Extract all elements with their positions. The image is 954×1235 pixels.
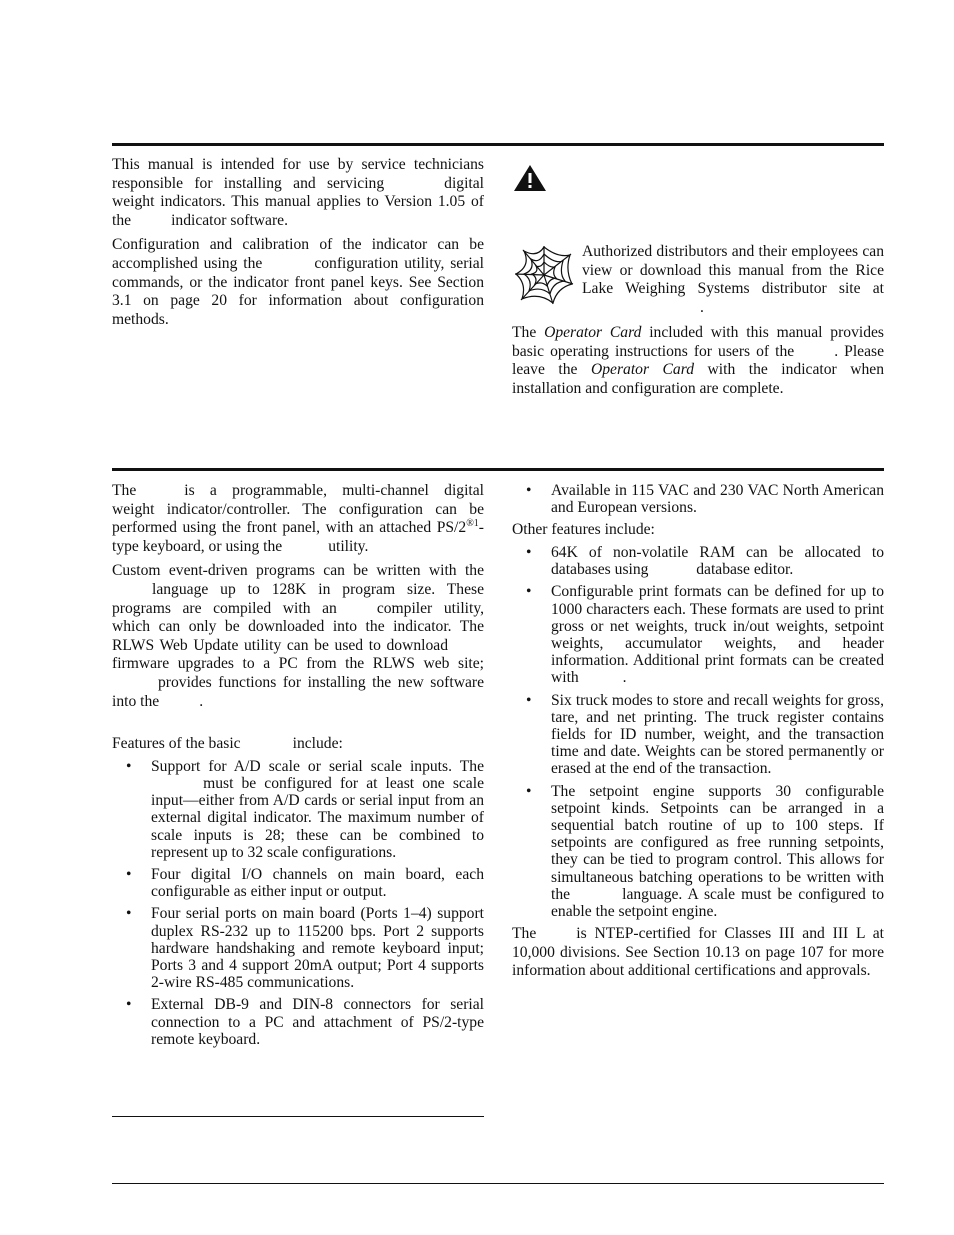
intro-paragraph-1: This manual is intended for use by service technicians responsible for installing and servicing digital weight indicators. This manual applies to Version 1.05 of the indicator software. [112,156,484,229]
distributor-site-note: Authorized distributors and their employees can view or download this manual from the Rice Lake Weighing Systems distributor site at. [582,243,884,316]
warning-icon [513,164,547,192]
list-item: • Four digital I/O channels on main board, each configurable as either input or output. [112,866,484,900]
right-top-list [512,482,884,516]
ntep-paragraph: The is NTEP-certified for Classes III and III L at 10,000 divisions. See Section 10.13 on page 107 for more information about additional certifications and approvals. [512,925,884,980]
intro-left-column [112,156,484,329]
features-lead: Features of the basic include: [112,735,343,753]
overview-left-column [112,482,484,1053]
footer-rule [112,1183,884,1184]
list-item: • External DB-9 and DIN-8 connectors for serial connection to a PC and attachment of PS/2-type remote keyboard. [112,996,484,1048]
overview-paragraph-1: The is a programmable, multi-channel digital weight indicator/controller. The configuration can be performed using the front panel, with an attached $PS/2^{®1}$-type keyboard, or using the utility. [112,482,484,555]
web-icon [513,244,575,306]
list-item: • Available in 115 VAC and 230 VAC North American and European versions. [512,482,884,516]
top-rule-overview [112,468,884,471]
left-feature-list [112,758,484,1048]
list-item: • Six truck modes to store and recall weights for gross, tare, and net printing. The truck register contains fields for ID number, weight, and the transaction time and date. Weights can be stored permanently or erased at the end of the transaction. [512,692,884,778]
right-feature-list [512,544,884,920]
list-item: • Configurable print formats can be defined for up to 1000 characters each. These formats are used to print gross or net weights, truck in/out weights, setpoint weights, accumulator weights, and header information. Additional print formats can be created with . [512,583,884,686]
other-features-lead: Other features include: [512,521,655,539]
list-item: • Four serial ports on main board (Ports 1–4) support duplex RS-232 up to 115200 bps. Port 2 supports hardware handshaking and remote keyboard input; Ports 3 and 4 support 20mA output; Port 4 supports 2-wire RS-485 communications. [112,905,484,991]
list-item: • 64K of non-volatile RAM can be allocated to databases using database editor. [512,544,884,578]
top-rule-intro [112,143,884,146]
overview-paragraph-2: Custom event-driven programs can be written with thelanguage up to 128K in program size. These programs are compiled with an compiler utility, which can only be downloaded into the indicator. The RLWS Web Update utility can be used to downloadfirmware upgrades to a PC from the RLWS web site;provides functions for installing the new software into the . [112,562,484,710]
intro-paragraph-2: Configuration and calibration of the indicator can be accomplished using the configuration utility, serial commands, or the indicator front panel keys. See Section 3.1 on page 20 for information about configuration methods. [112,236,484,328]
operator-card-note: The Operator Card included with this manual provides basic operating instructions for users of the . Please leave the Operator Card with the indicator when installation and configuration are complete. [512,324,884,397]
list-item: • The setpoint engine supports 30 configurable setpoint kinds. Setpoints can be arranged in a sequential batch routine of up to 100 steps. If setpoints are configured as free running setpoints, they can be tied to program control. This allows for simultaneous batching operations to be written with the language. A scale must be configured to enable the setpoint engine. [512,783,884,921]
left-footnote-rule [112,1116,484,1117]
list-item: • Support for A/D scale or serial scale inputs. The must be configured for at least one scale input—either from A/D cards or serial input from an external digital indicator. The maximum number of scale inputs is 28; these can be combined to represent up to 32 scale configurations. [112,758,484,861]
overview-right-column [512,482,884,981]
